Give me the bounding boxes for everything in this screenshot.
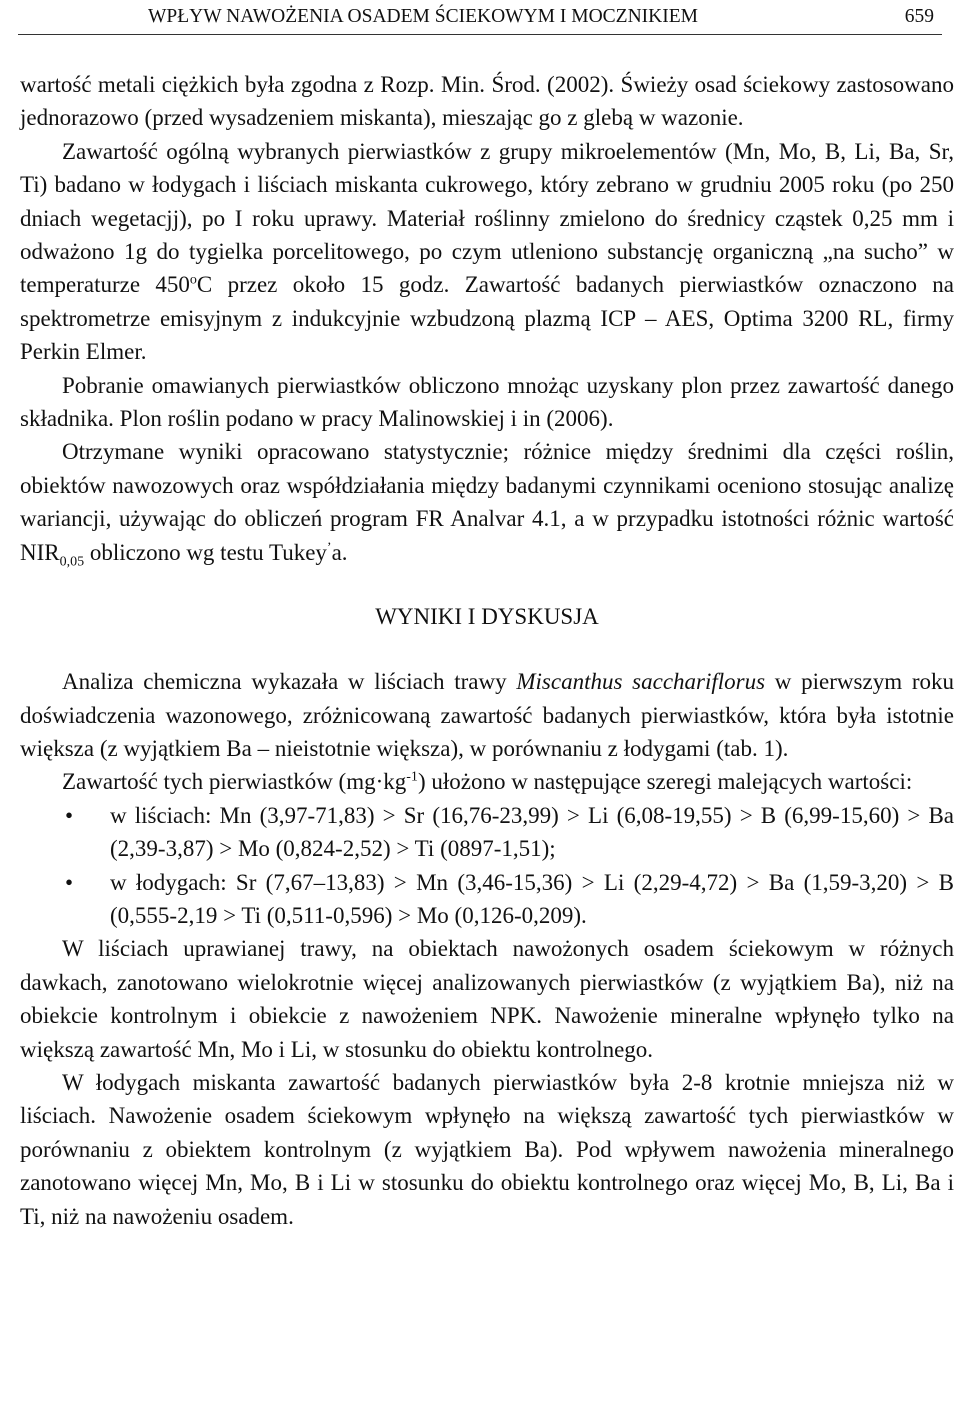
paragraph-text: wartość metali ciężkich była zgodna z Rozp. Min. Środ. (2002). Świeży osad ściekowy zastosowano jednorazowo (przed wysadzeniem miskanta), mieszając go z glebą w wazonie. xyxy=(20,72,954,131)
paragraph-text: C przez około 15 godz. Zawartość badanych pierwiastków oznaczono na spektrometrze emisyjnym z indukcyjnie wzbudzoną plazmą ICP – AES, Optima 3200 RL, firmy Perkin Elmer. xyxy=(20,272,955,365)
series-list xyxy=(20,799,954,933)
paragraph-text: W łodygach miskanta zawartość badanych pierwiastków była 2-8 krotnie mniejsza niż w liściach. Nawożenie osadem ściekowym wpłynęło na większą zawartość tych pierwiastków w porównaniu z obiektem kontrolnym (z wyjątkiem Ba). Pod wpływem nawożenia mineralnego zanotowano więcej Mn, Mo, B i Li w stosunku do obiektu kontrolnego oraz więcej Mo, B, Li, Ba i Ti, niż na nawożeniu osadem. xyxy=(20,1069,954,1229)
list-item-text: w liściach: Mn (3,97-71,83) > Sr (16,76-23,99) > Li (6,08-19,55) > B (6,99-15,60) > Ba (2,39-3,87) > Mo (0,824-2,52) > Ti (0897-1,51); xyxy=(110,802,954,862)
paragraph-text: W liściach uprawianej trawy, na obiektach nawożonych osadem ściekowym w różnych dawkach, zanotowano wielokrotnie więcej analizowanych pierwiastków (z wyjątkiem Ba), niż na obiekcie kontrolnym i obiekcie z nawożeniem NPK. Nawożenie mineralne wpłynęło tylko na większą zawartość Mn, Mo i Li, w stosunku do obiektu kontrolnego. xyxy=(20,936,954,1062)
paragraph-text: Zawartość tych pierwiastków (mg·kg xyxy=(62,769,407,795)
species-name: Miscanthus sacchariflorus xyxy=(516,669,766,695)
degree-superscript: o xyxy=(189,272,197,288)
list-item xyxy=(20,866,954,933)
list-item-text: w łodygach: Sr (7,67–13,83) > Mn (3,46-15,36) > Li (2,29-4,72) > Ba (1,59-3,20) > B (0,555-2,19 > Ti (0,511-0,596) > Mo (0,126-0,209). xyxy=(110,869,954,928)
paragraph-text: obliczono wg testu Tukey xyxy=(84,539,327,565)
article-body xyxy=(20,68,954,1233)
running-header xyxy=(18,4,942,35)
paragraph-stems xyxy=(20,1066,954,1233)
bullet-icon: • xyxy=(65,802,74,828)
paragraph-text: Zawartość ogólną wybranych pierwiastków z grupy mikroelementów (Mn, Mo, B, Li, Ba, Sr, Ti) badano w łodygach i liściach miskanta cukrowego, który zebrano w grudniu 2005 roku (po 250 dniach wegetacjj), po I roku uprawy. Materiał roślinny zmielono do średnicy cząstek 0,25 mm i odważono 1g do tygielka porcelitowego, po czym utleniono substancję organiczną „na sucho” w temperaturze 450 xyxy=(20,138,954,298)
page-number: 659 xyxy=(904,6,934,27)
paragraph-text: Otrzymane wyniki opracowano statystycznie; różnice między średnimi dla części roślin, obiektów nawozowych oraz współdziałania między badanymi czynnikami oceniono stosując analizę wariancji, używając do obliczeń program FR Analvar 4.1, a w przypadku istotności różnic wartość NIR xyxy=(20,439,954,565)
tukey-superscript: ’ xyxy=(326,540,332,556)
list-item xyxy=(20,799,954,866)
running-title: WPŁYW NAWOŻENIA OSADEM ŚCIEKOWYM I MOCZNIKIEM xyxy=(148,6,698,27)
paragraph-statistics xyxy=(20,435,954,569)
paragraph-continuation xyxy=(20,68,954,135)
paragraph-text: a. xyxy=(331,539,348,565)
unit-superscript: -1 xyxy=(406,769,418,785)
paragraph-results xyxy=(20,665,954,765)
paragraph-text: Analiza chemiczna wykazała w liściach trawy xyxy=(62,669,517,695)
paragraph-text: Pobranie omawianych pierwiastków obliczono mnożąc uzyskany plon przez zawartość danego składnika. Plon roślin podano w pracy Malinowskiej i in (2006). xyxy=(20,372,954,432)
section-heading: WYNIKI I DYSKUSJA xyxy=(375,604,599,630)
paragraph-methods xyxy=(20,135,954,369)
paragraph-series-intro xyxy=(20,765,954,798)
paragraph-text: w pierwszym roku doświadczenia wazonowego, zróżnicowaną zawartość badanych pierwiastków, która była istotnie większa (z wyjątkiem Ba – nieistotnie większa), w porównaniu z łodygami (tab. 1). xyxy=(20,669,954,761)
paragraph-leaves xyxy=(20,932,954,1066)
nir-subscript: 0,05 xyxy=(59,554,85,570)
bullet-icon: • xyxy=(65,869,74,895)
paragraph-text: ) ułożono w następujące szeregi malejących wartości: xyxy=(417,769,913,795)
paragraph-uptake xyxy=(20,369,954,436)
